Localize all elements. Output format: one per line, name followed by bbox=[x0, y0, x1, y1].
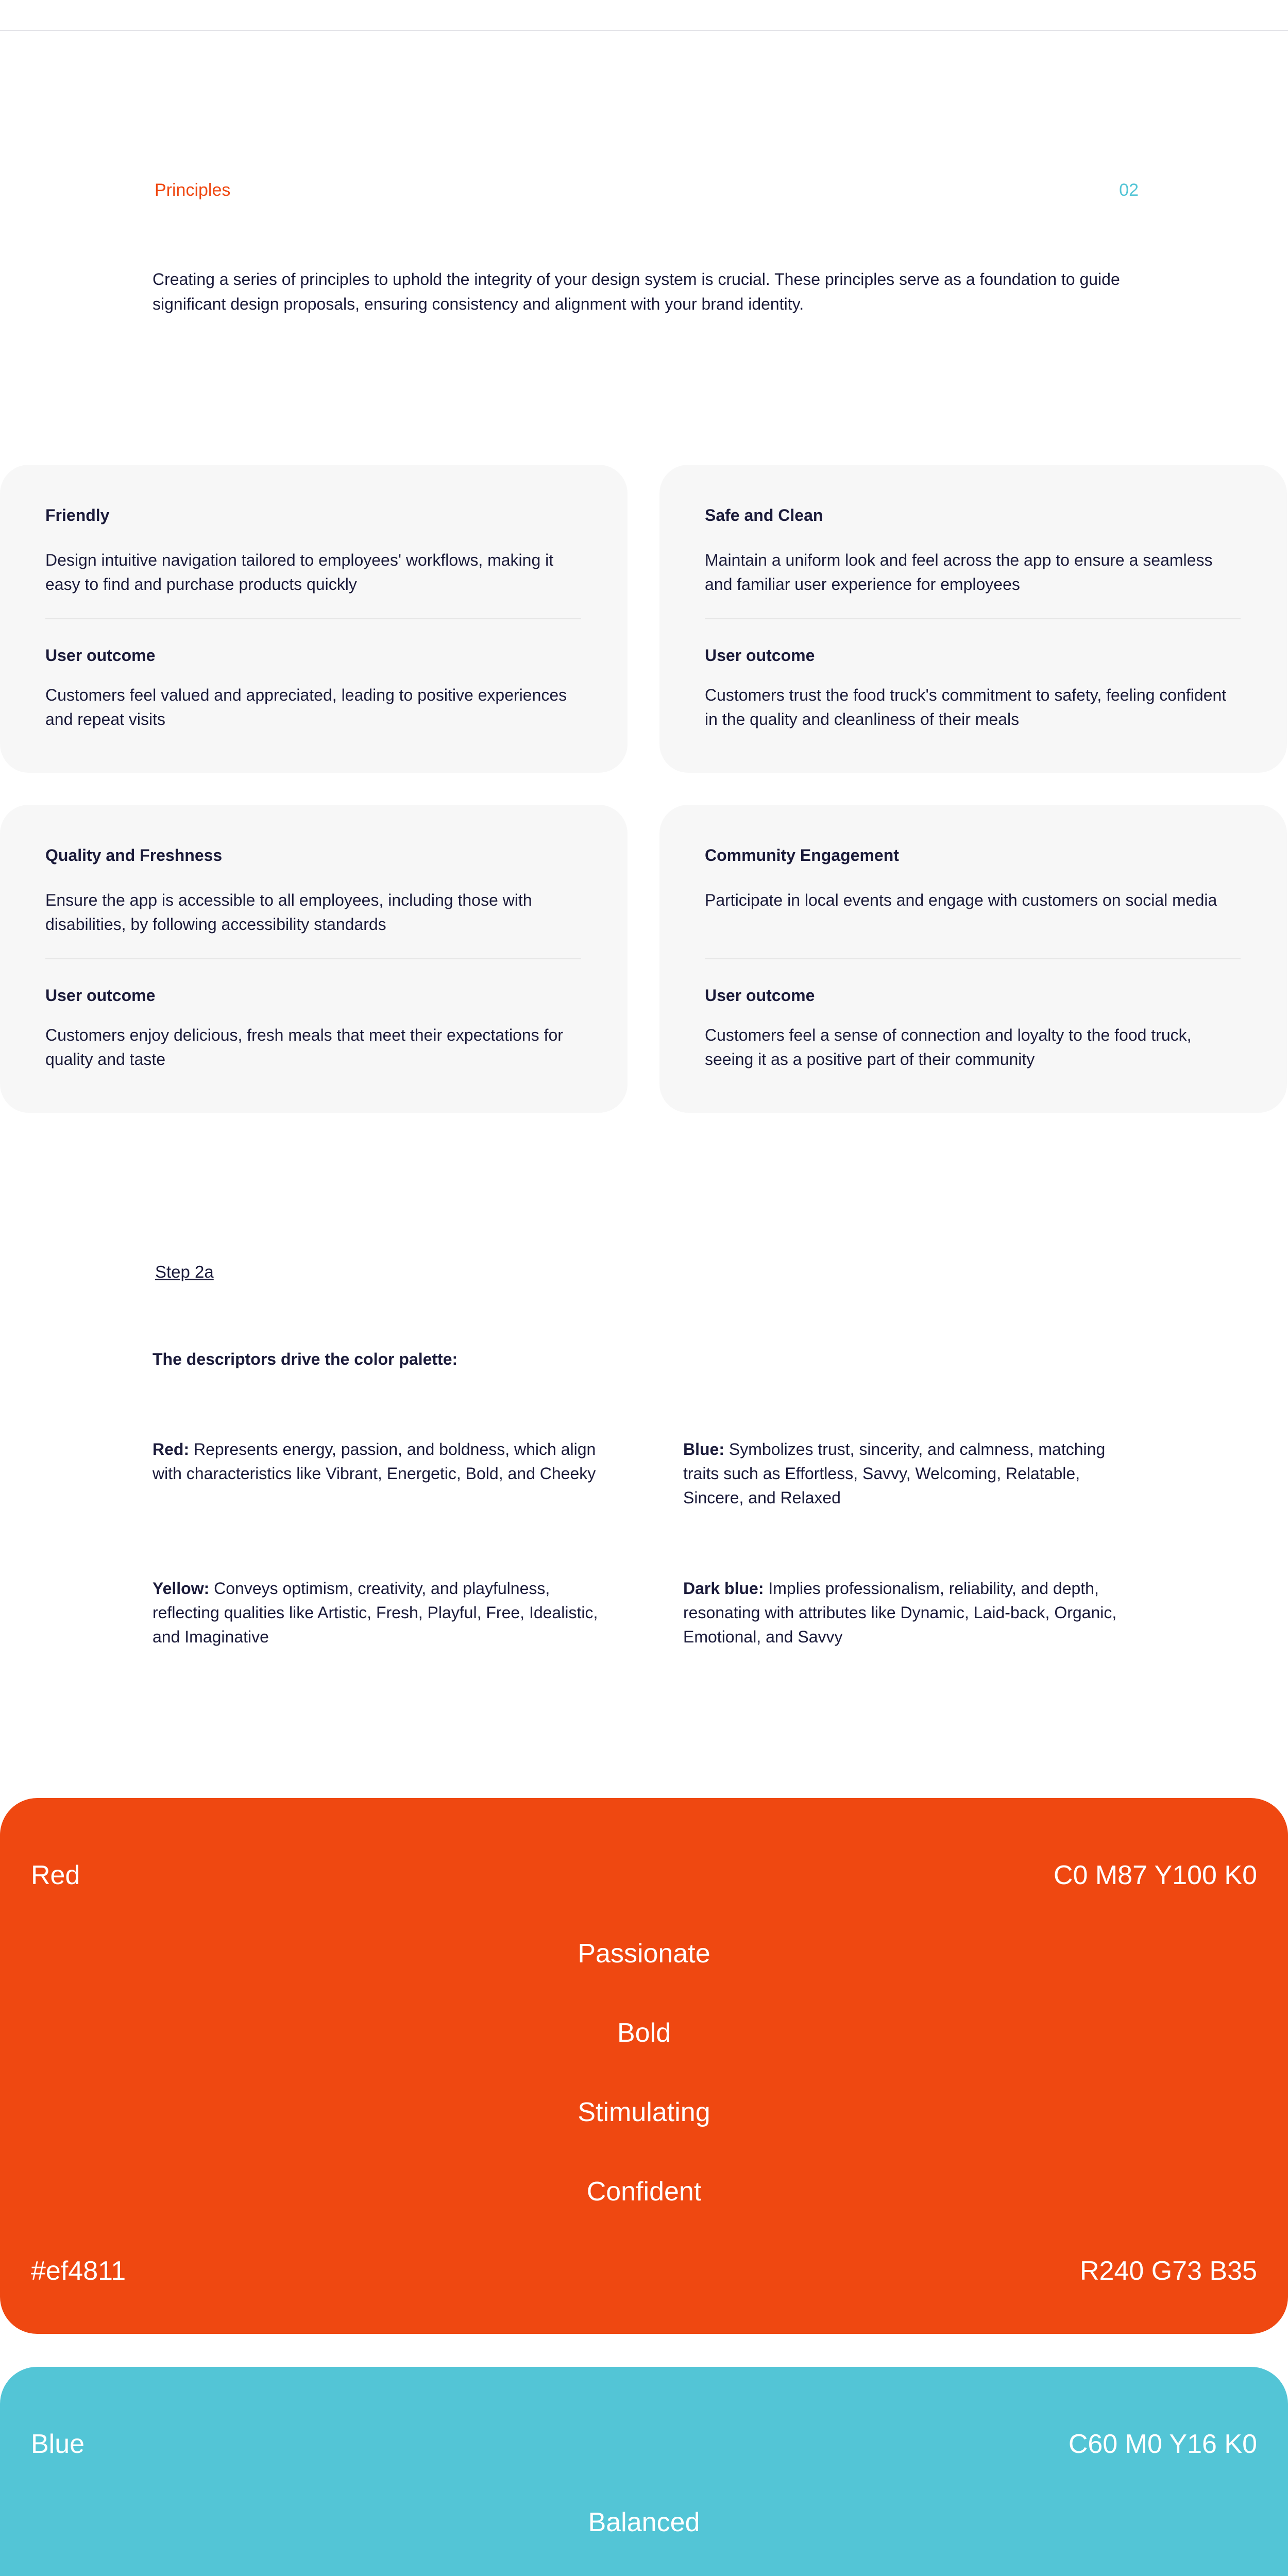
swatch-hex: #ef4811 bbox=[31, 2256, 126, 2286]
card-outcome-label: User outcome bbox=[45, 646, 156, 665]
intro-paragraph: Creating a series of principles to uphold the integrity of your design system is crucial. These principles serve as a foundation to guide significant design proposals, ensuring consistency and alignment with your brand identity. bbox=[152, 270, 1120, 313]
swatch-rgb: R240 G73 B35 bbox=[1079, 2256, 1257, 2286]
descriptor-text: Implies professionalism, reliability, and depth, resonating with attributes like Dynamic, Laid-back, Organic, Emotional, and Savvy bbox=[683, 1579, 1117, 1646]
card-divider bbox=[45, 618, 581, 619]
swatch-word: Stimulating bbox=[578, 2097, 710, 2127]
card-title: Quality and Freshness bbox=[45, 846, 223, 865]
color-swatch-red bbox=[0, 1798, 1288, 2334]
descriptor-text: Represents energy, passion, and boldness, which align with characteristics like Vibrant, Energetic, Bold, and Cheeky bbox=[152, 1440, 596, 1483]
swatch-word: Confident bbox=[586, 2177, 702, 2207]
card-outcome: Customers feel a sense of connection and loyalty to the food truck, seeing it as a positive part of their community bbox=[705, 1026, 1192, 1069]
card-title: Friendly bbox=[45, 506, 110, 524]
card-divider bbox=[705, 958, 1241, 959]
card-outcome-label: User outcome bbox=[705, 646, 815, 665]
step-2a-link[interactable]: Step 2a bbox=[155, 1262, 214, 1281]
swatch-word: Passionate bbox=[578, 1939, 710, 1969]
descriptor-text: Symbolizes trust, sincerity, and calmness, matching traits such as Effortless, Savvy, Welcoming, Relatable, Sincere, and Relaxed bbox=[683, 1440, 1106, 1507]
section-number: 02 bbox=[1119, 180, 1139, 200]
card-title: Safe and Clean bbox=[705, 506, 823, 524]
section-title: Principles bbox=[155, 180, 231, 200]
color-swatch-blue bbox=[0, 2367, 1288, 2576]
descriptor-label: Red: bbox=[152, 1440, 190, 1459]
card-outcome-label: User outcome bbox=[45, 986, 156, 1005]
card-description: Ensure the app is accessible to all employees, including those with disabilities, by following accessibility standards bbox=[45, 891, 532, 934]
swatch-cmyk: C60 M0 Y16 K0 bbox=[1068, 2429, 1257, 2459]
swatch-word: Balanced bbox=[588, 2507, 700, 2537]
section-header bbox=[155, 180, 1139, 203]
descriptor-label: Dark blue: bbox=[683, 1579, 764, 1598]
card-title: Community Engagement bbox=[705, 846, 899, 865]
swatch-name: Blue bbox=[31, 2429, 85, 2459]
swatch-cmyk: C0 M87 Y100 K0 bbox=[1053, 1860, 1257, 1890]
card-outcome: Customers feel valued and appreciated, leading to positive experiences and repeat visits bbox=[45, 686, 567, 728]
card-description: Maintain a uniform look and feel across the app to ensure a seamless and familiar user experience for employees bbox=[705, 551, 1213, 594]
principle-card-safe-and-clean bbox=[659, 465, 1287, 773]
swatch-word: Bold bbox=[617, 2018, 671, 2048]
descriptors-heading: The descriptors drive the color palette: bbox=[152, 1350, 458, 1368]
swatch-name: Red bbox=[31, 1860, 80, 1890]
descriptor-red bbox=[152, 1437, 606, 1486]
card-outcome: Customers trust the food truck's commitment to safety, feeling confident in the quality and cleanliness of their meals bbox=[705, 686, 1227, 728]
descriptor-yellow bbox=[152, 1577, 606, 1649]
card-divider bbox=[705, 618, 1241, 619]
card-outcome: Customers enjoy delicious, fresh meals that meet their expectations for quality and taste bbox=[45, 1026, 563, 1069]
descriptor-label: Blue: bbox=[683, 1440, 724, 1459]
card-description: Design intuitive navigation tailored to employees' workflows, making it easy to find and purchase products quickly bbox=[45, 551, 554, 594]
descriptor-dark-blue bbox=[683, 1577, 1137, 1649]
principle-card-quality-and-freshness bbox=[0, 805, 628, 1113]
card-description: Participate in local events and engage with customers on social media bbox=[705, 891, 1217, 909]
card-divider bbox=[45, 958, 581, 959]
descriptor-blue bbox=[683, 1437, 1137, 1510]
card-outcome-label: User outcome bbox=[705, 986, 815, 1005]
principle-card-friendly bbox=[0, 465, 628, 773]
descriptor-text: Conveys optimism, creativity, and playfulness, reflecting qualities like Artistic, Fresh, Playful, Free, Idealistic, and Imaginative bbox=[152, 1579, 598, 1646]
principle-card-community-engagement bbox=[659, 805, 1287, 1113]
top-divider bbox=[0, 30, 1288, 31]
descriptor-label: Yellow: bbox=[152, 1579, 210, 1598]
